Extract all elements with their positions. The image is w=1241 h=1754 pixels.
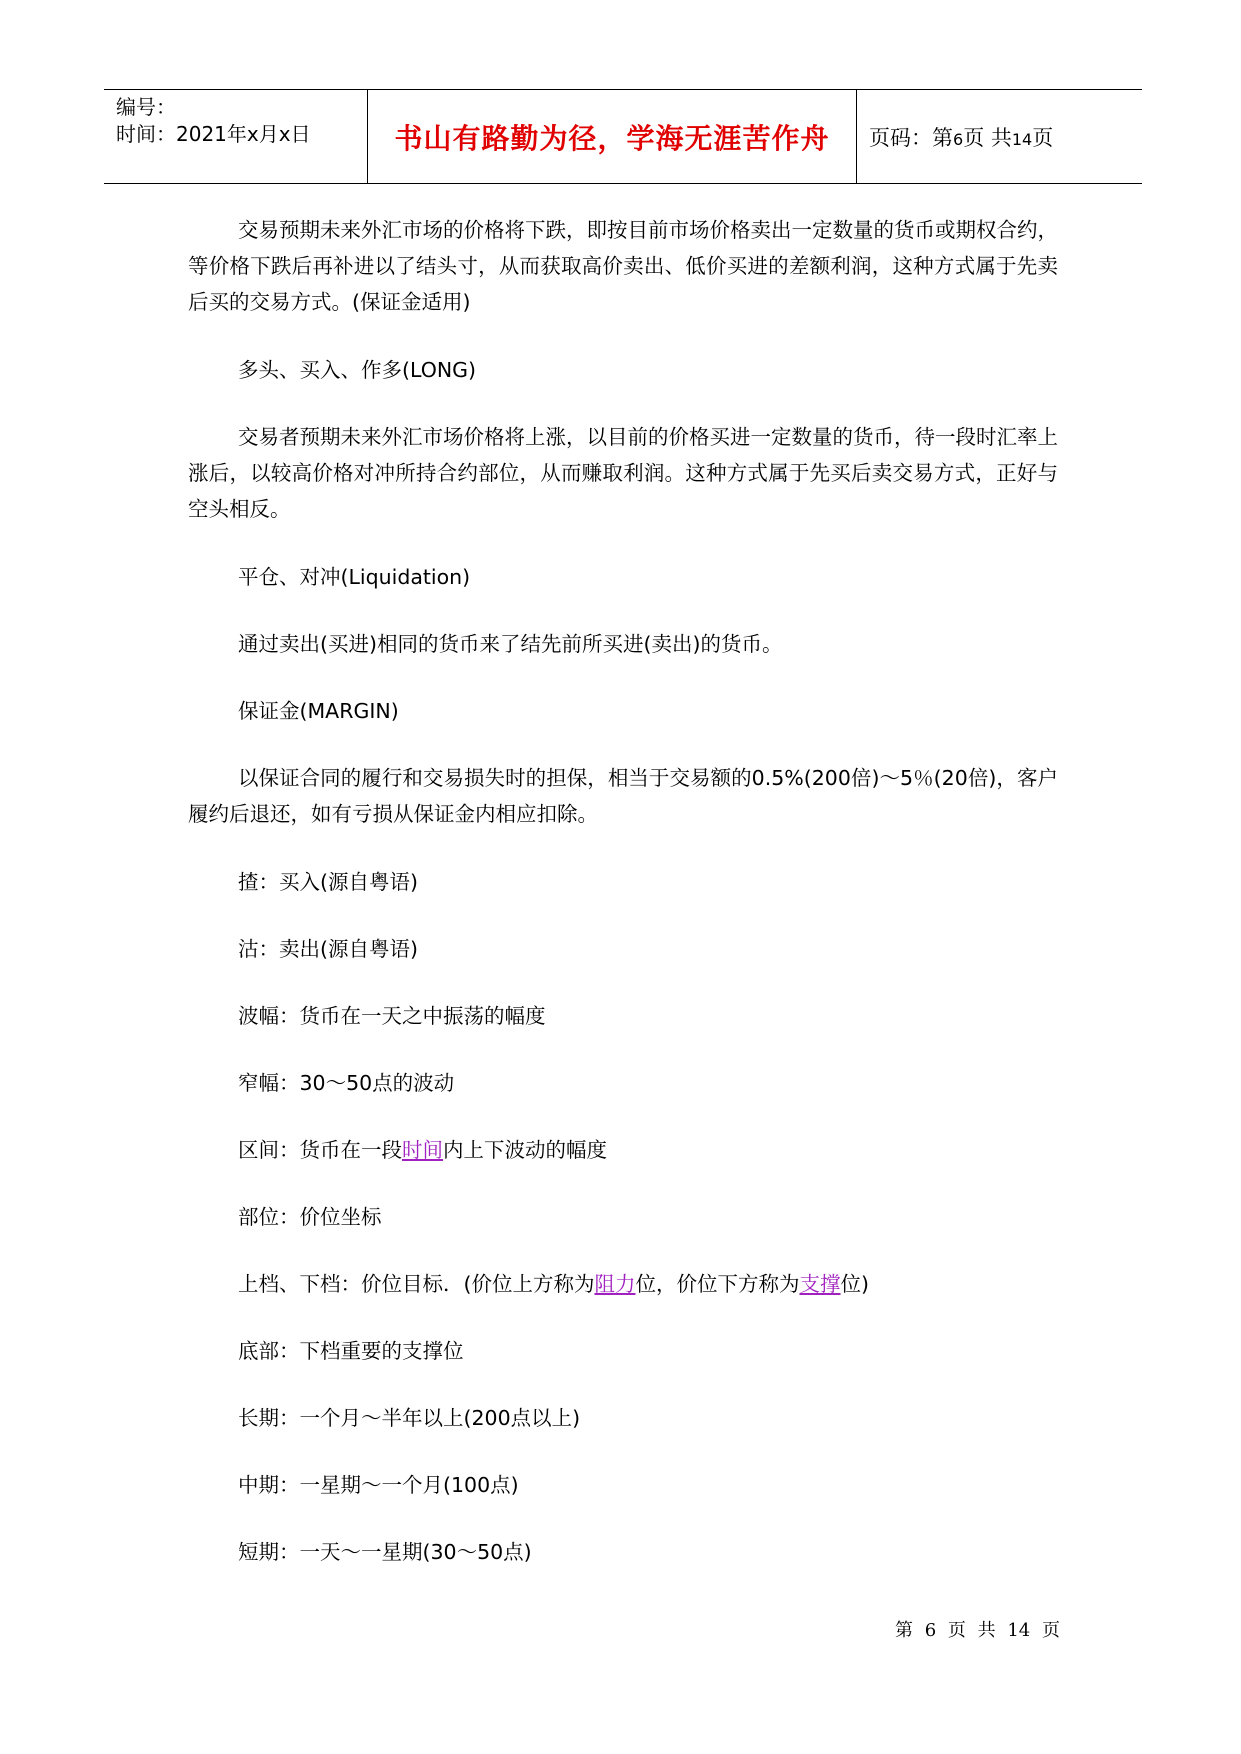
range-text-b: 内上下波动的幅度 [443, 1138, 607, 1162]
header-motto: 书山有路勤为径，学海无涯苦作舟 [394, 121, 830, 155]
term-sell: 沽：卖出(源自粤语) [238, 937, 418, 961]
document-body [188, 212, 1058, 1601]
term-liquidation: 平仓、对冲(Liquidation) [238, 565, 471, 589]
upper-lower-text-a: 上档、下档：价位目标．(价位上方称为 [238, 1272, 595, 1296]
support-link[interactable]: 支撑 [799, 1272, 841, 1296]
term-bottom: 底部：下档重要的支撑位 [238, 1339, 464, 1363]
upper-lower-text-c: 位) [840, 1272, 869, 1296]
page-suffix: 页 [1032, 125, 1054, 150]
range-text-a: 区间：货币在一段 [238, 1138, 402, 1162]
document-time-label: 时间：2021年x月x日 [116, 122, 311, 146]
page-mid: 页 共 [963, 125, 1012, 150]
term-mid-term: 中期：一星期～一个月(100点) [238, 1473, 519, 1497]
page-footer: 第 6 页 共 14 页 [895, 1620, 1060, 1641]
term-margin: 保证金(MARGIN) [238, 699, 399, 723]
term-range [188, 1132, 1058, 1168]
page-prefix: 页码：第 [869, 125, 953, 150]
page-total: 14 [1011, 129, 1033, 149]
header-motto-cell [367, 90, 857, 183]
header-page-cell [857, 90, 1142, 183]
resistance-link[interactable]: 阻力 [594, 1272, 636, 1296]
upper-lower-text-b: 位，价位下方称为 [635, 1272, 800, 1296]
paragraph-margin: 以保证合同的履行和交易损失时的担保，相当于交易额的0.5%(200倍)～5％(20倍)，客户履约后退还，如有亏损从保证金内相应扣除。 [188, 766, 1058, 826]
header-info-cell [104, 90, 367, 183]
header-page-info [869, 122, 1053, 152]
paragraph-liquidation: 通过卖出(买进)相同的货币来了结先前所买进(卖出)的货币。 [238, 632, 783, 656]
paragraph-short-selling: 交易预期未来外汇市场的价格将下跌，即按目前市场价格卖出一定数量的货币或期权合约，等价格下跌后再补进以了结头寸，从而获取高价卖出、低价买进的差额利润，这种方式属于先卖后买的交易方式。(保证金适用) [188, 218, 1058, 314]
term-narrow-range: 窄幅：30～50点的波动 [238, 1071, 455, 1095]
term-upper-lower [188, 1266, 1058, 1302]
term-position: 部位：价位坐标 [238, 1205, 382, 1229]
page-header [104, 89, 1142, 184]
term-buy: 揸：买入(源自粤语) [238, 870, 418, 894]
page-number: 6 [953, 129, 964, 149]
term-long: 多头、买入、作多(LONG) [238, 358, 477, 382]
time-link[interactable]: 时间 [402, 1138, 443, 1162]
term-amplitude: 波幅：货币在一天之中振荡的幅度 [238, 1004, 546, 1028]
term-short-term: 短期：一天～一星期(30～50点) [238, 1540, 532, 1564]
term-long-term: 长期：一个月～半年以上(200点以上) [238, 1406, 581, 1430]
document-number-label: 编号： [116, 95, 176, 119]
paragraph-long: 交易者预期未来外汇市场价格将上涨，以目前的价格买进一定数量的货币，待一段时汇率上涨后，以较高价格对冲所持合约部位，从而赚取利润。这种方式属于先买后卖交易方式，正好与空头相反。 [188, 425, 1058, 521]
